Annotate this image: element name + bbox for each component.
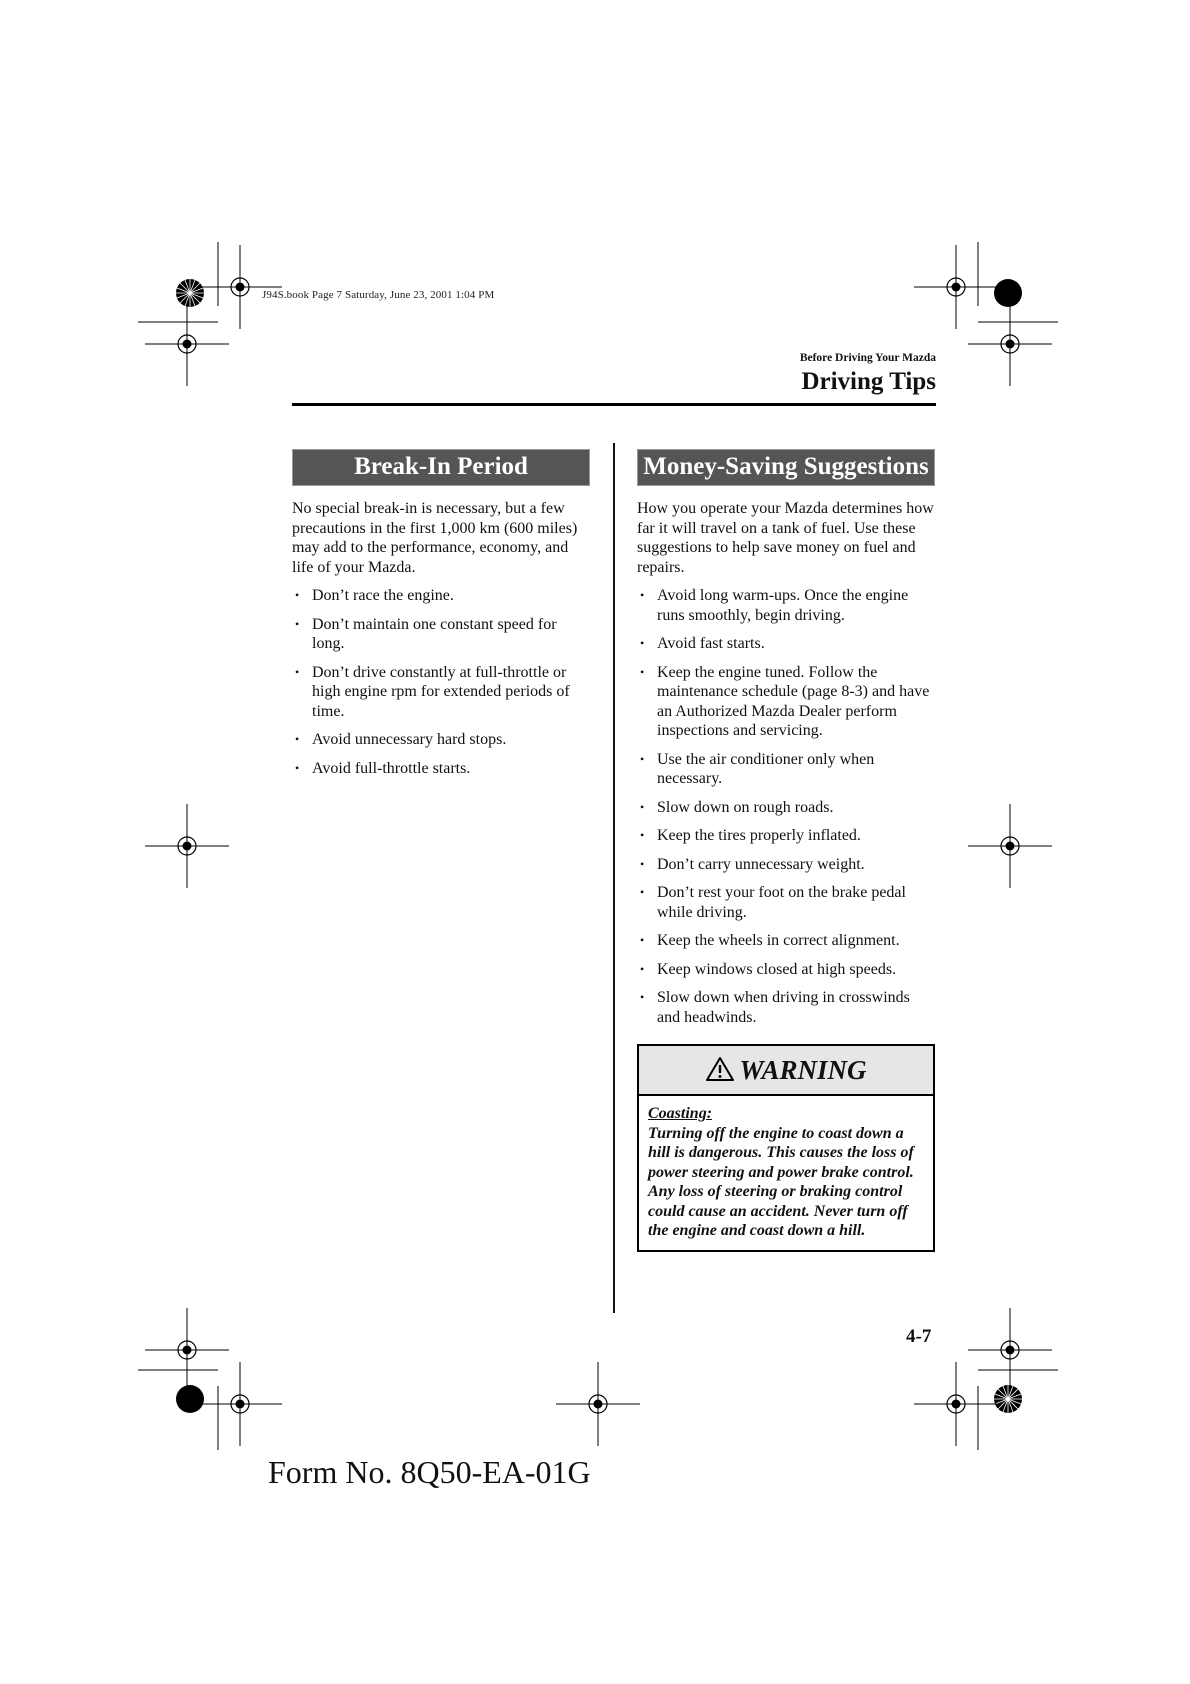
list-item: • Avoid unnecessary hard stops.	[295, 731, 507, 748]
bullet-icon: •	[640, 961, 645, 976]
bullet-icon: •	[295, 616, 300, 631]
warning-text: Turning off the engine to coast down a hill is dangerous. This causes the loss of power steering and power brake control. Any loss of steering or braking control could cause an accident. Never turn off the engine and coast down a hill.	[648, 1124, 914, 1239]
section-name: Before Driving Your Mazda	[799, 352, 936, 364]
warning-box	[637, 1044, 935, 1252]
reg-mark-mid-right	[968, 804, 1052, 888]
bullet-icon: •	[640, 828, 645, 842]
warning-header	[639, 1046, 933, 1096]
break-in-heading: Break-In Period	[292, 449, 590, 486]
list-item: • Avoid full-throttle starts.	[295, 759, 471, 777]
list-item: • Keep windows closed at high speeds.	[640, 960, 897, 978]
list-item: • Don’t maintain one constant speed for long.	[295, 615, 557, 652]
reg-mark-bottom-left	[138, 1308, 282, 1450]
list-item: • Keep the engine tuned. Follow the maintenance schedule (page 8-3) and have an Authorized Mazda Dealer perform inspections and servicing.	[640, 663, 930, 739]
page-title: Driving Tips	[801, 368, 936, 395]
reg-mark-top-left	[138, 242, 282, 386]
money-saving-list	[637, 586, 935, 1027]
bullet-icon: •	[295, 664, 300, 679]
reg-mark-bottom-right	[914, 1308, 1058, 1450]
bullet-icon: •	[640, 664, 645, 679]
bullet-icon: •	[640, 751, 645, 766]
list-item: • Avoid long warm-ups. Once the engine runs smoothly, begin driving.	[640, 587, 909, 624]
break-in-intro: No special break-in is necessary, but a few precautions in the first 1,000 km (600 miles) may add to the performance, economy, and life of your Mazda.	[292, 500, 578, 576]
money-saving-heading: Money-Saving Suggestions	[637, 449, 935, 486]
reg-mark-bottom-center	[556, 1362, 640, 1446]
break-in-section	[292, 449, 590, 787]
list-item: • Slow down when driving in crosswinds and headwinds.	[640, 989, 910, 1026]
bullet-icon: •	[640, 636, 645, 650]
list-item: • Slow down on rough roads.	[640, 798, 834, 816]
form-number: Form No. 8Q50-EA-01G	[268, 1454, 591, 1490]
list-item: • Don’t rest your foot on the brake pedal while driving.	[640, 884, 906, 921]
warning-title: WARNING	[739, 1055, 867, 1085]
money-saving-section	[637, 449, 935, 1252]
bullet-icon: •	[640, 933, 645, 947]
list-item: • Use the air conditioner only when necessary.	[640, 750, 875, 787]
warning-label: Coasting:	[648, 1105, 713, 1122]
warning-triangle-icon	[705, 1056, 735, 1082]
bullet-icon: •	[640, 856, 645, 871]
bullet-icon: •	[295, 760, 300, 775]
bullet-icon: •	[295, 732, 300, 746]
bullet-icon: •	[640, 588, 645, 602]
list-item: • Keep the wheels in correct alignment.	[640, 932, 900, 949]
bullet-icon: •	[295, 588, 300, 602]
list-item: • Avoid fast starts.	[640, 635, 765, 652]
reg-mark-mid-left	[145, 804, 229, 888]
break-in-list	[292, 586, 590, 778]
money-saving-intro: How you operate your Mazda determines how far it will travel on a tank of fuel. Use these suggestions to help save money on fuel and repairs.	[637, 500, 934, 576]
list-item: • Don’t race the engine.	[295, 587, 454, 604]
bullet-icon: •	[640, 885, 645, 899]
column-divider	[613, 443, 615, 1313]
title-rule	[292, 403, 936, 406]
list-item: • Keep the tires properly inflated.	[640, 827, 861, 844]
bullet-icon: •	[640, 990, 645, 1004]
page-number: 4-7	[906, 1326, 932, 1347]
list-item: • Don’t carry unnecessary weight.	[640, 855, 865, 873]
list-item: • Don’t drive constantly at full-throttle or high engine rpm for extended periods of time.	[295, 663, 570, 720]
warning-body	[639, 1096, 933, 1250]
bullet-icon: •	[640, 799, 645, 814]
reg-mark-top-right	[914, 242, 1058, 386]
print-slug: J94S.book Page 7 Saturday, June 23, 2001 1:04 PM	[262, 289, 495, 301]
